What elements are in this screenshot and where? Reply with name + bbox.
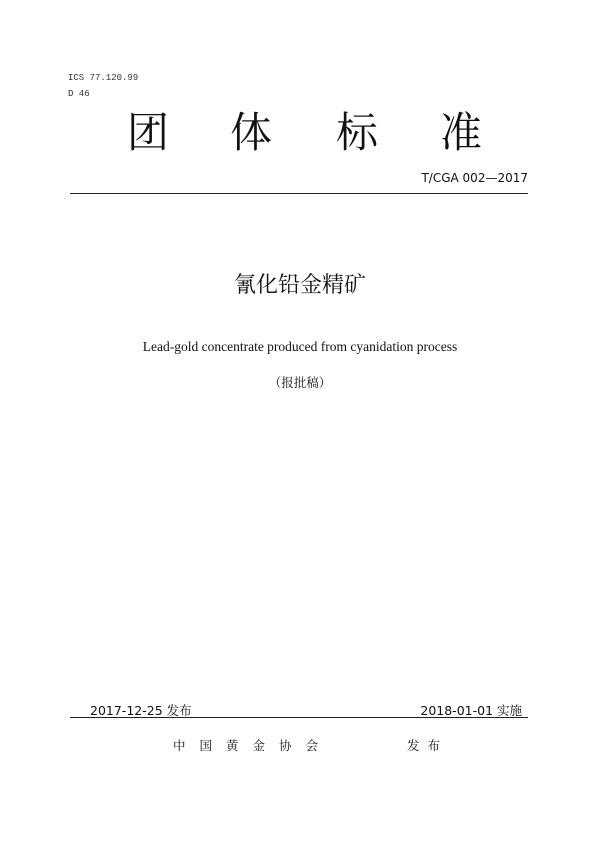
standard-type-char: 准 (440, 108, 483, 157)
ccs-code: D 46 (68, 89, 90, 99)
standard-number: T/CGA 002—2017 (421, 171, 528, 185)
publish-label: 发布 (407, 738, 449, 753)
classification-codes (68, 70, 138, 102)
standard-type-char: 体 (230, 108, 273, 157)
standard-type-heading (0, 108, 600, 158)
header-divider (70, 193, 528, 194)
issuing-organization: 中国黄金协会 (173, 738, 333, 753)
standard-type-char: 团 (127, 108, 170, 157)
implementation-date: 2018-01-01 实施 (420, 703, 522, 718)
chinese-title: 氰化铅金精矿 (233, 273, 366, 298)
issue-date: 2017-12-25 发布 (90, 703, 192, 718)
ics-code: ICS 77.120.99 (68, 73, 139, 83)
standard-type-char: 标 (336, 108, 379, 157)
english-title: Lead-gold concentrate produced from cyanidation process (142, 339, 458, 354)
footer-divider (70, 717, 528, 718)
draft-status: （报批稿） (268, 375, 332, 390)
